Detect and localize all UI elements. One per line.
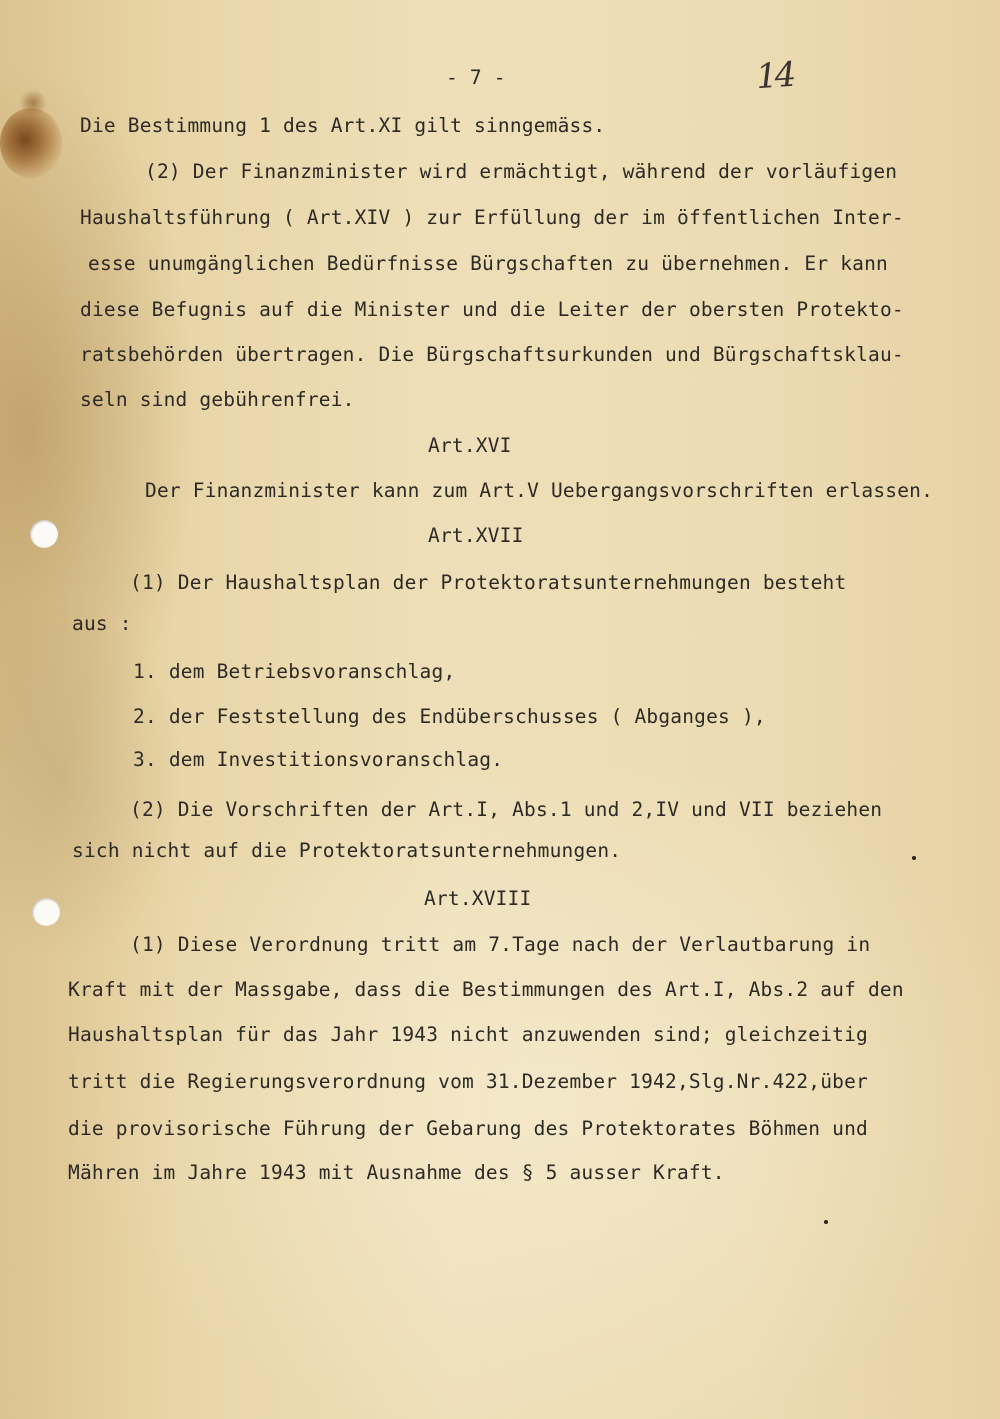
text-line: Die Bestimmung 1 des Art.XI gilt sinngemäss.	[80, 114, 606, 137]
text-line: (2) Die Vorschriften der Art.I, Abs.1 und 2,IV und VII beziehen	[130, 798, 883, 821]
text-line: (1) Diese Verordnung tritt am 7.Tage nach der Verlautbarung in	[130, 933, 871, 956]
text-line: Mähren im Jahre 1943 mit Ausnahme des § 5 ausser Kraft.	[68, 1161, 725, 1184]
burn-mark	[0, 108, 62, 178]
article-heading: Art.XVII	[428, 524, 524, 547]
text-line: diese Befugnis auf die Minister und die Leiter der obersten Protekto-	[80, 298, 904, 321]
ink-speck	[912, 856, 916, 860]
text-line: ratsbehörden übertragen. Die Bürgschaftsurkunden und Bürgschaftsklau-	[80, 343, 904, 366]
ink-speck	[824, 1220, 828, 1224]
article-heading: Art.XVIII	[424, 887, 532, 910]
text-line: aus :	[72, 612, 132, 635]
list-item: 1. dem Betriebsvoranschlag,	[133, 660, 456, 683]
punch-hole	[30, 520, 58, 548]
text-line: Der Finanzminister kann zum Art.V Uebergangsvorschriften erlassen.	[145, 479, 934, 502]
text-line: Haushaltsplan für das Jahr 1943 nicht anzuwenden sind; gleichzeitig	[68, 1023, 868, 1046]
article-heading: Art.XVI	[428, 434, 512, 457]
text-line: Kraft mit der Massgabe, dass die Bestimmungen des Art.I, Abs.2 auf den	[68, 978, 904, 1001]
text-line: sich nicht auf die Protektoratsunternehmungen.	[72, 839, 622, 862]
text-line: seln sind gebührenfrei.	[80, 388, 355, 411]
handwritten-folio-number: 14	[754, 54, 795, 98]
text-line: (2) Der Finanzminister wird ermächtigt, während der vorläufigen	[145, 160, 898, 183]
text-line: (1) Der Haushaltsplan der Protektoratsunternehmungen besteht	[130, 571, 847, 594]
page-number: - 7 -	[446, 66, 506, 89]
list-item: 3. dem Investitionsvoranschlag.	[133, 748, 504, 771]
text-line: tritt die Regierungsverordnung vom 31.Dezember 1942,Slg.Nr.422,über	[68, 1070, 868, 1093]
text-line: die provisorische Führung der Gebarung des Protektorates Böhmen und	[68, 1117, 868, 1140]
text-line: Haushaltsführung ( Art.XIV ) zur Erfüllung der im öffentlichen Inter-	[80, 206, 904, 229]
text-line: esse unumgänglichen Bedürfnisse Bürgschaften zu übernehmen. Er kann	[88, 252, 888, 275]
punch-hole	[32, 898, 60, 926]
list-item: 2. der Feststellung des Endüberschusses ( Abganges ),	[133, 705, 766, 728]
